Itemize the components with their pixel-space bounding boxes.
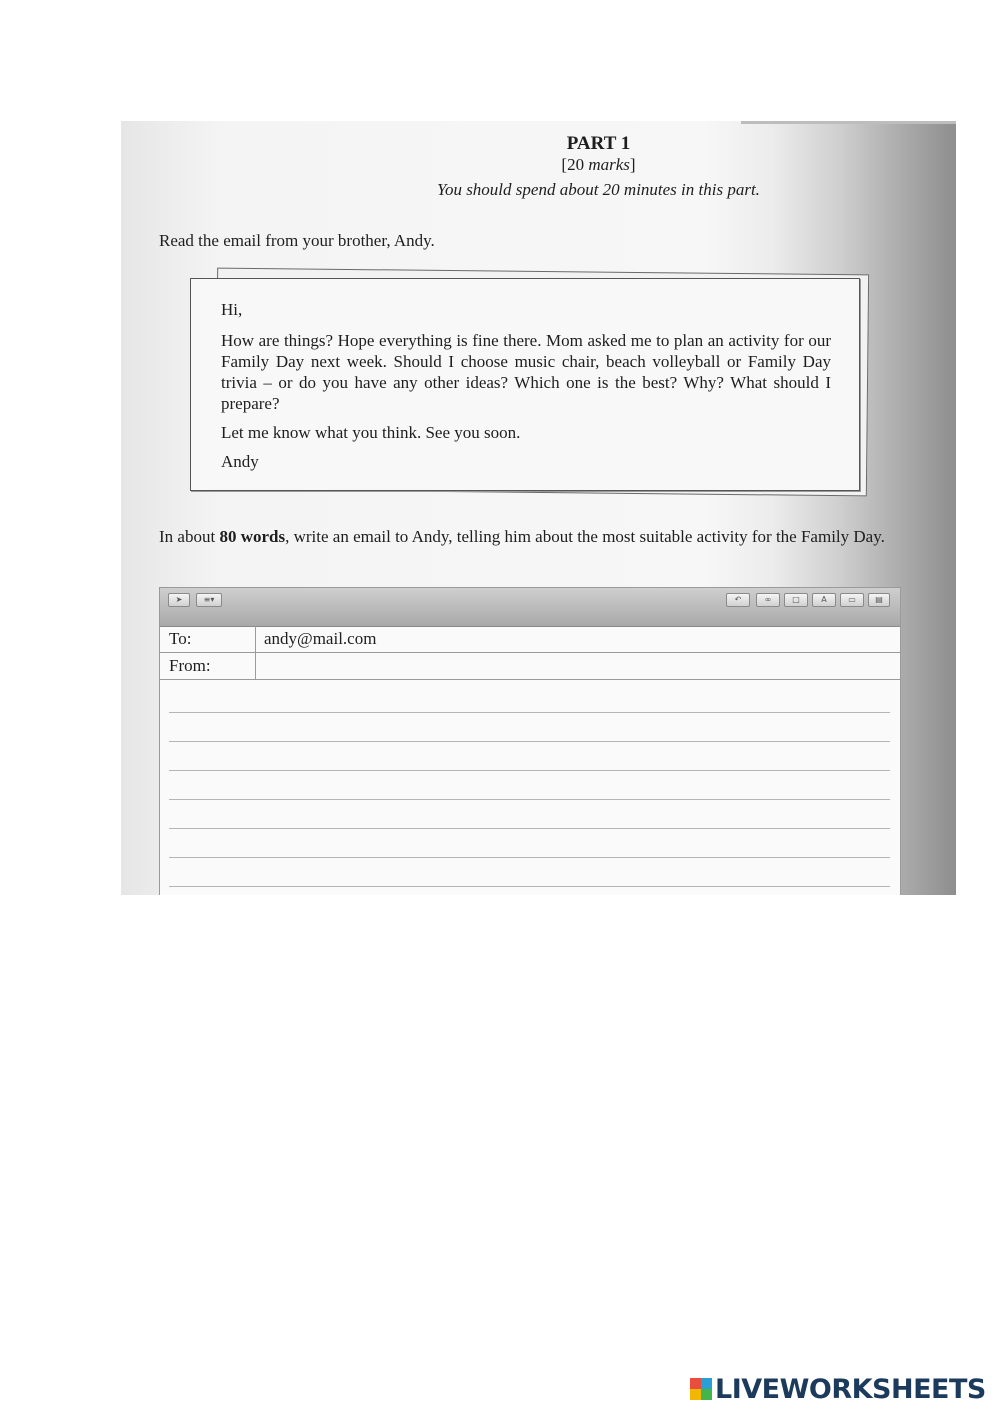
email-greeting: Hi,	[221, 300, 243, 319]
logo-square	[690, 1378, 701, 1389]
marks-label	[121, 155, 956, 175]
marks-word: marks	[588, 155, 630, 174]
format-icon[interactable]: ≡▾	[196, 593, 222, 607]
email-card	[190, 278, 860, 491]
logo-square	[701, 1378, 712, 1389]
send-icon[interactable]: ➤	[168, 593, 190, 607]
writing-line	[169, 741, 890, 742]
writing-task	[159, 526, 901, 547]
writing-line	[169, 886, 890, 887]
window-icon[interactable]: ▭	[840, 593, 864, 607]
reading-prompt: Read the email from your brother, Andy.	[159, 231, 435, 250]
task-word-count: 80 words	[219, 527, 286, 546]
to-row	[160, 626, 900, 653]
logo-square	[690, 1389, 701, 1400]
save-icon[interactable]: ▤	[868, 593, 890, 607]
email-form	[159, 587, 901, 895]
writing-line	[169, 828, 890, 829]
from-label: From:	[160, 653, 256, 679]
task-text-before: In about	[159, 527, 220, 546]
page-edge	[741, 121, 956, 124]
task-text-after: , write an email to Andy, telling him about the most suitable activity for the Family Day.	[285, 527, 885, 546]
writing-line	[169, 857, 890, 858]
logo-text: LIVEWORKSHEETS	[715, 1373, 986, 1405]
address-icon[interactable]: □	[784, 593, 808, 607]
worksheet-scan	[121, 121, 956, 895]
email-body: How are things? Hope everything is fine there. Mom asked me to plan an activity for our Family Day next week. Should I choose music chair, beach volleyball or Family Day trivia – or do you have any other ideas? Which one is the best? Why? What should I prepare?	[221, 331, 831, 413]
to-label: To:	[160, 626, 256, 652]
part-title: PART 1	[566, 133, 631, 154]
logo-square	[701, 1389, 712, 1400]
font-icon[interactable]: A	[812, 593, 836, 607]
to-field[interactable]: andy@mail.com	[264, 629, 377, 648]
email-toolbar	[160, 588, 900, 627]
email-signature: Andy	[221, 452, 259, 471]
marks-close: ]	[629, 155, 636, 174]
email-closing: Let me know what you think. See you soon.	[221, 423, 521, 442]
liveworksheets-logo	[690, 1372, 986, 1406]
writing-line	[169, 770, 890, 771]
from-row	[160, 653, 900, 680]
reply-icon[interactable]: ↶	[726, 593, 750, 607]
logo-mark-icon	[690, 1378, 712, 1400]
attach-icon[interactable]: ∞	[756, 593, 780, 607]
time-instruction: You should spend about 20 minutes in this part.	[437, 180, 760, 199]
writing-line	[169, 799, 890, 800]
writing-line	[169, 712, 890, 713]
marks-open: [20	[561, 155, 589, 174]
